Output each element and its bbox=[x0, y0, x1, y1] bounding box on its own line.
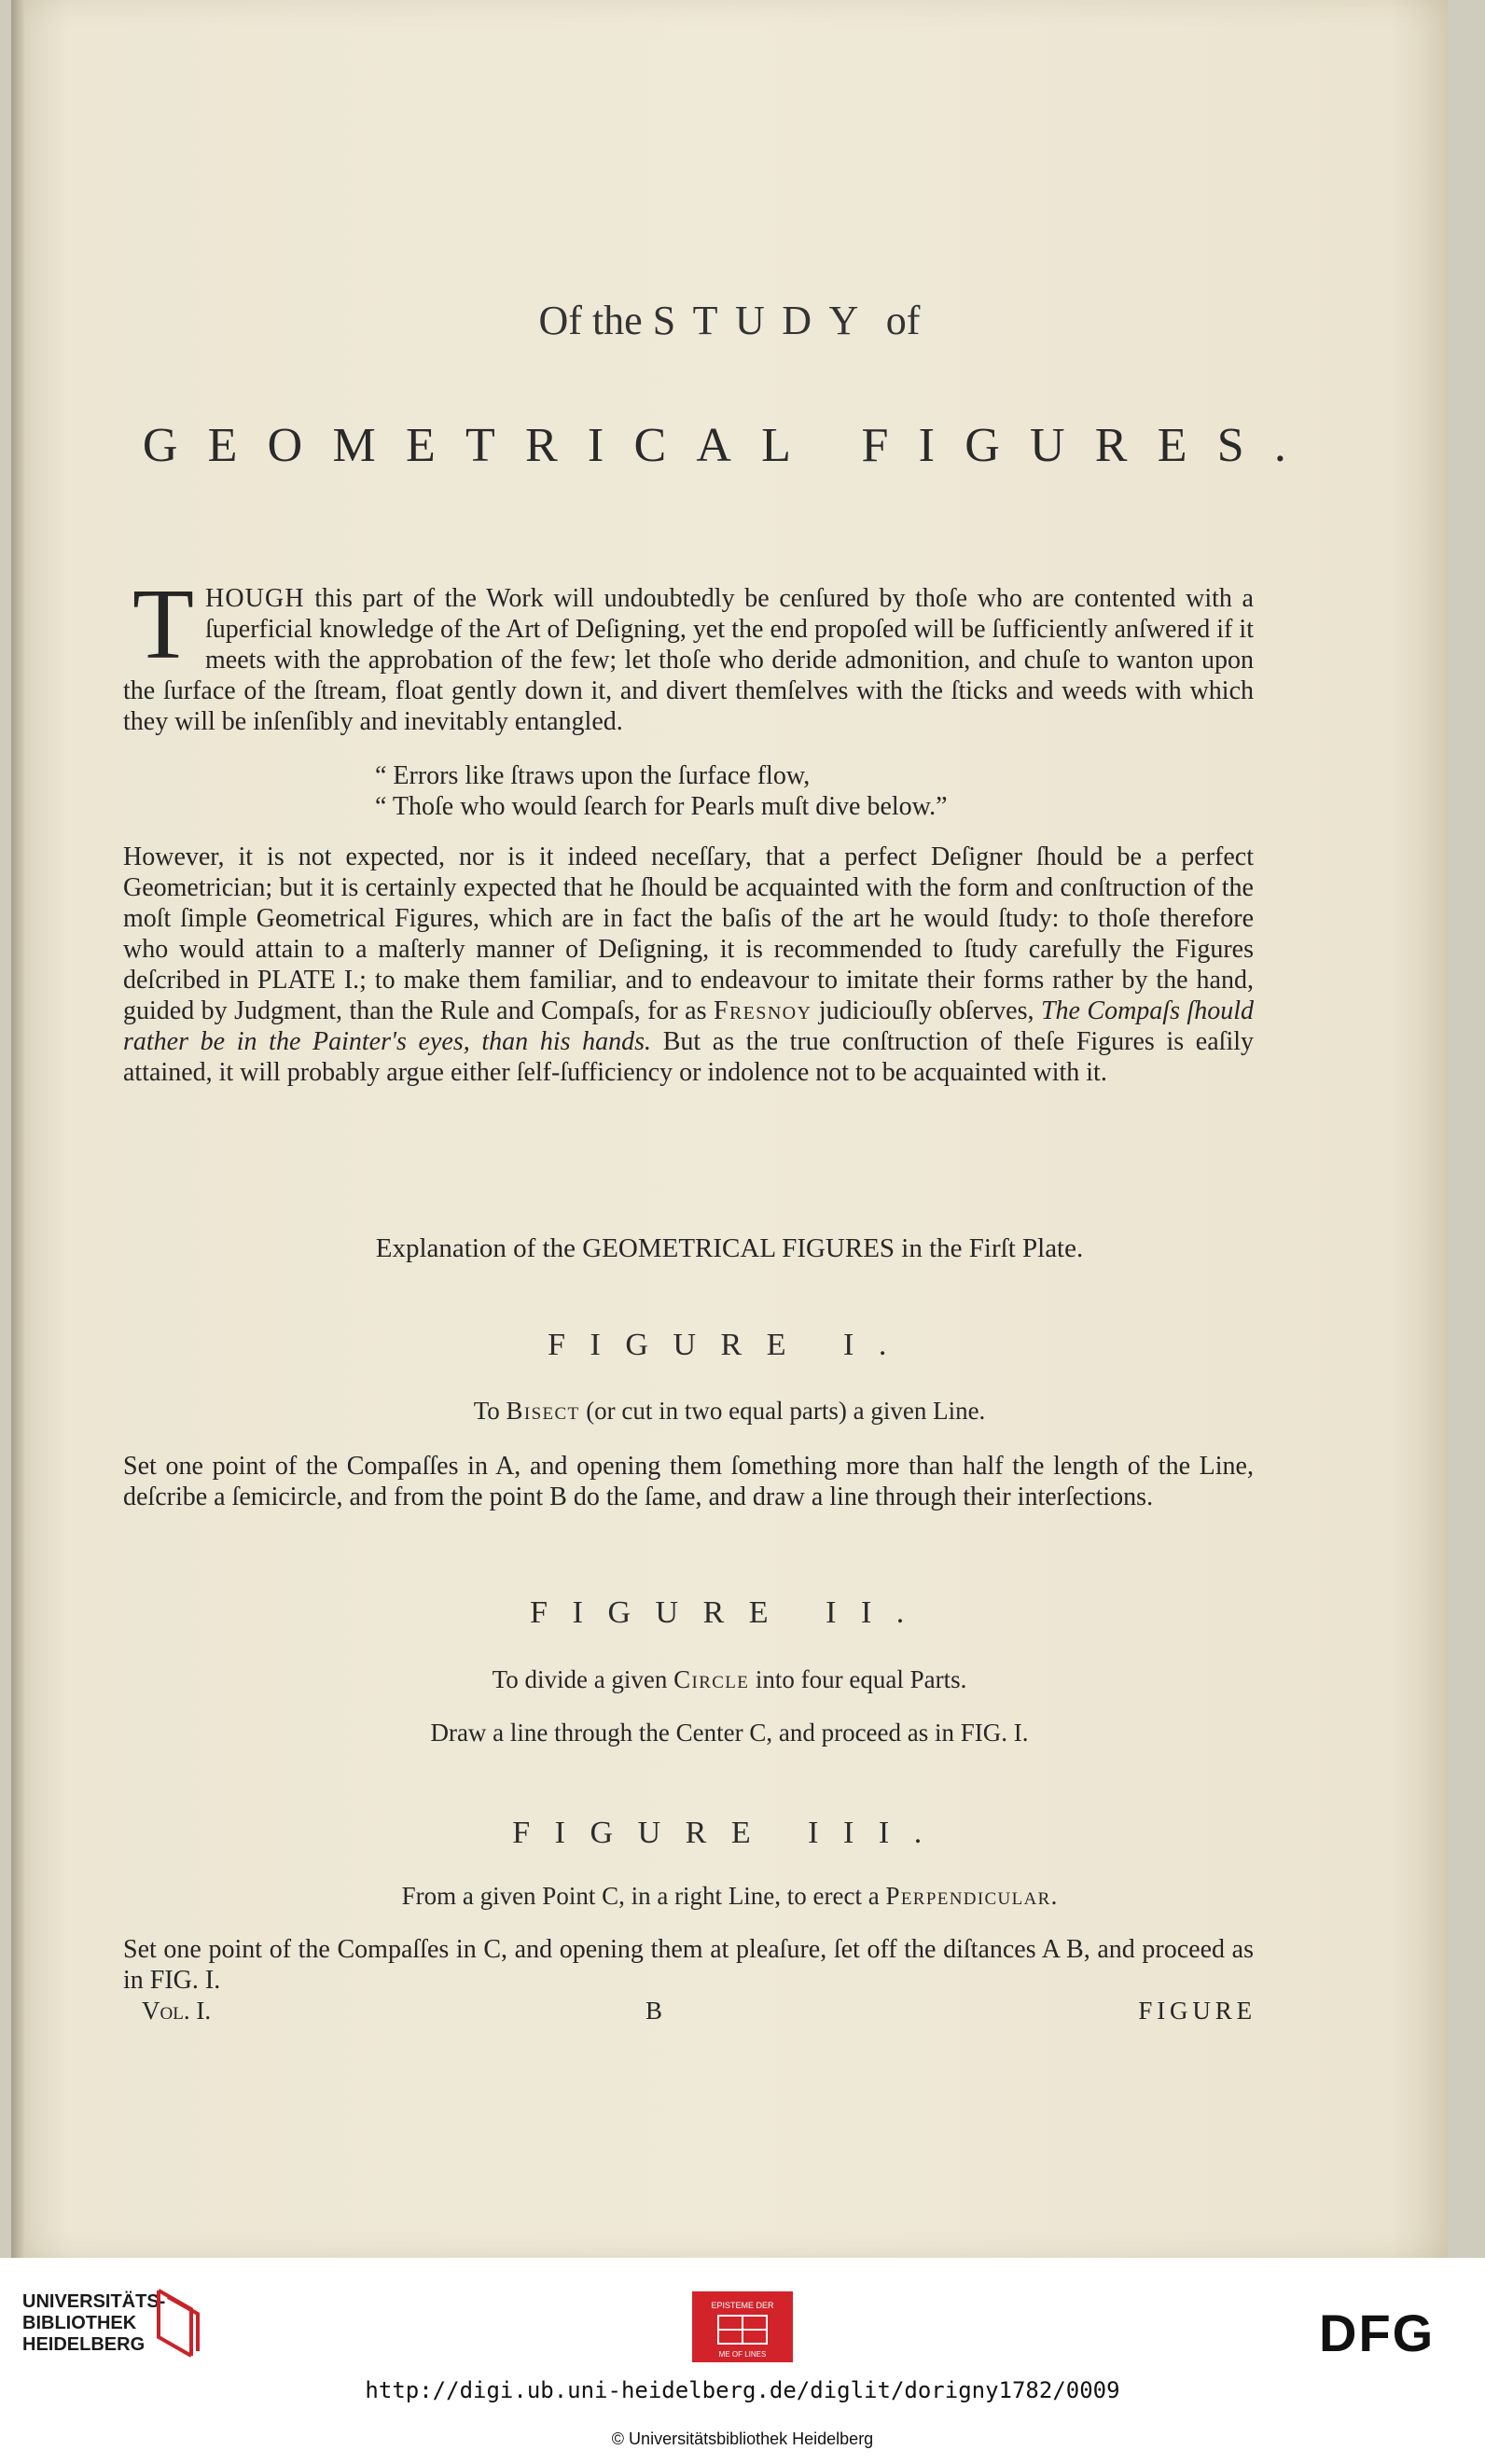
library-logo-icon[interactable] bbox=[149, 2286, 205, 2360]
figure-3-sub-sc: Perpendicular bbox=[885, 1882, 1051, 1910]
episteme-line-1: EPISTEME DER bbox=[711, 2301, 774, 2310]
fresnoy-name: Fresnoy bbox=[713, 996, 812, 1025]
body-part-1: However, it is not expected, nor is it indeed neceſſary, that a perfect Deſigner ſhould be a perfect Geometrician; but it is certainly expected that he ſhould be acquainted with the form and conſtruction of the moſt ſimple Geometrical Figures, which are in fact the baſis of the art he would ſtudy: to thoſe therefore who would attain to a maſterly manner of Deſigning, it is recommended to ſtudy carefully the Figures deſcribed in PLATE I.; to make them familiar, and to endeavour to imitate their forms rather by the hand, guided by Judgment, than the Rule and Compaſs, for as bbox=[123, 842, 1254, 1025]
episteme-logo-icon[interactable] bbox=[692, 2291, 793, 2362]
copyright-notice: © Universitätsbibliothek Heidelberg bbox=[611, 2429, 874, 2448]
drop-cap: T bbox=[132, 569, 194, 680]
explanation-heading: Explanation of the GEOMETRICAL FIGURES in the Firſt Plate. bbox=[375, 1233, 1084, 1263]
page-footer bbox=[142, 1997, 1256, 2030]
figure-2-heading: FIGURE II. bbox=[530, 1595, 929, 1630]
figure-3-sub-pre: From a given Point C, in a right Line, to erect a bbox=[401, 1882, 886, 1910]
catchword: FIGURE bbox=[1138, 1997, 1256, 2025]
figure-3-text: Set one point of the Compaſſes in C, and opening them at pleaſure, ſet off the diſtances A B, and proceed as in FIG. I. bbox=[123, 1935, 1254, 1995]
figure-1-subtitle bbox=[11, 1397, 1448, 1426]
library-name[interactable] bbox=[22, 2291, 165, 2356]
body-part-2: judiciouſly obſerves, bbox=[812, 996, 1041, 1025]
figure-3-sub-post: . bbox=[1050, 1882, 1058, 1910]
library-line-3: HEIDELBERG bbox=[22, 2334, 146, 2355]
figure-2-sub-pre: To divide a given bbox=[492, 1665, 674, 1693]
figure-2-text: Draw a line through the Center C, and proceed as in FIG. I. bbox=[430, 1719, 1029, 1747]
volume-label: Vol. I. bbox=[142, 1997, 212, 2025]
episteme-line-2: ME OF LINES bbox=[718, 2350, 767, 2359]
figure-1-sub-sc: Bisect bbox=[506, 1397, 580, 1425]
title-post: of bbox=[875, 298, 921, 343]
figure-3-subtitle bbox=[11, 1882, 1448, 1911]
figure-1-sub-pre: To bbox=[473, 1397, 507, 1425]
quote-line-1: “ Errors like ſtraws upon the ſurface flow, bbox=[375, 761, 811, 790]
body-paragraph bbox=[123, 842, 1254, 1088]
body-part-3: But as the true conſtruction of theſe Figures is eaſily attained, it will probably argue either ſelf-ſufficiency or indolence not to be acquainted with it. bbox=[123, 1027, 1254, 1087]
intro-paragraph bbox=[123, 569, 1254, 737]
library-line-2: BIBLIOTHEK bbox=[22, 2313, 137, 2333]
library-line-1: UNIVERSITÄTS- bbox=[22, 2291, 166, 2312]
figure-3-heading: FIGURE III. bbox=[512, 1816, 947, 1850]
figure-2-sub-sc: Circle bbox=[673, 1665, 750, 1693]
figure-1-text: Set one point of the Compaſſes in A, and opening them ſomething more than half the length of the Line, deſcribe a ſemicircle, and from the point B do the ſame, and draw a line through their interſections. bbox=[123, 1452, 1254, 1511]
intro-first-word: HOUGH bbox=[204, 584, 305, 613]
title-pre: Of the bbox=[538, 298, 653, 343]
body-italic-quote: The Compaſs ſhould rather be in the Painter's eyes, than his hands. bbox=[123, 996, 1254, 1056]
book-page bbox=[11, 0, 1448, 2258]
dfg-logo[interactable]: DFG bbox=[1319, 2304, 1436, 2362]
figure-1-heading: FIGURE I. bbox=[548, 1328, 911, 1362]
figure-2-subtitle bbox=[11, 1665, 1448, 1694]
title-line-2: GEOMETRICAL FIGURES. bbox=[142, 419, 1317, 472]
figure-2-sub-post: into four equal Parts. bbox=[749, 1665, 967, 1693]
verse-quote bbox=[375, 760, 948, 822]
title-caps: STUDY bbox=[652, 298, 876, 343]
figure-1-sub-post: (or cut in two equal parts) a given Line. bbox=[579, 1397, 986, 1425]
permalink[interactable]: http://digi.ub.uni-heidelberg.de/diglit/dorigny1782/0009 bbox=[365, 2377, 1120, 2403]
intro-text: this part of the Work will undoubtedly be cenſured by thoſe who are contented with a ſuperficial knowledge of the Art of Deſigning, yet the end propoſed will be ſufficiently anſwered if it meets with the approbation of the few; let thoſe who deride admonition, and chuſe to wanton upon the ſurface of the ſtream, float gently down it, and divert themſelves with the ſticks and weeds with which they will be inſenſibly and inevitably entangled. bbox=[123, 584, 1254, 736]
episteme-mark-icon bbox=[692, 2291, 793, 2362]
quote-line-2: “ Thoſe who would ſearch for Pearls muſt dive below.” bbox=[375, 792, 948, 821]
title-line-1 bbox=[11, 297, 1448, 344]
signature-mark: B bbox=[645, 1997, 663, 2025]
